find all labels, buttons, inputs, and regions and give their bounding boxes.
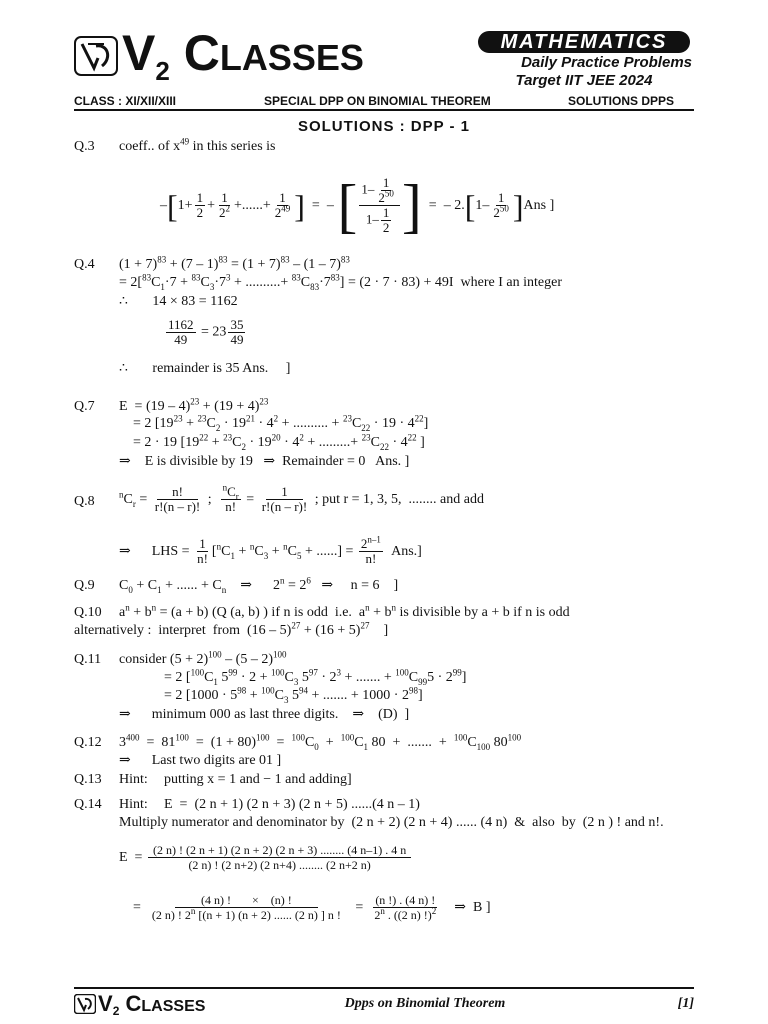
q4-line5: ∴ remainder is 35 Ans. ] [119, 361, 291, 376]
q14-line4: = $\frac{(4 n) ! \times (n) !}{(2 n) ! 2^n [(n + 1) (n + 2) ...... (2 n) ] n !}$ = $\frac{(n !) . (4 n) !}{2^n . ((2 n) !)^2}$ ⇒ B ] [133, 893, 491, 923]
q8-number: Q.8 [74, 494, 95, 509]
q4-line4: $\frac{1162}{49}$ = 23 $\frac{35}{49}$ [168, 317, 244, 347]
subject-badge: MATHEMATICS [478, 31, 690, 53]
q8-line1: $^nC_r$ = $\frac{n!}{r!(n - r)!}$ ; $\frac{^nC_r}{n!}$ = $\frac{1}{r!(n - r)!}$ ; put r = 1, 3, 5, ........ and add [119, 482, 484, 515]
q14-line1: E = (2 n + 1) (2 n + 3) (2 n + 5) ......(4 n – 1) [164, 797, 420, 812]
q14-hint-label: Hint: [119, 797, 148, 812]
q14-line3: E = $\frac{(2 n) ! (2 n + 1) (2 n + 2) (2 n + 3) ........ (4 n-1) . 4 n}{(2 n) ! (2 n+2) (2 n+4) ........ (2 n+2 n)}$ [119, 843, 410, 873]
q11-line1: consider $(5 + 2)^{100} - (5 - 2)^{100}$ [119, 649, 287, 667]
q4-line1: $(1 + 7)^{83} + (7 - 1)^{83} = (1 + 7)^{83} - (1 - 7)^{83}$ [119, 254, 350, 272]
brand-name: $V_2$ CLASSES [122, 25, 364, 86]
header-rule [74, 109, 694, 111]
q11-line4: ⇒ minimum 000 as last three digits. ⇒ (D) ] [119, 707, 410, 722]
q9-line1: $C_0 + C_1$ + ...... + $C_n$ ⇒ $2^n = 2^6$ ⇒ n = 6 ] [119, 575, 399, 595]
q13-number: Q.13 [74, 772, 102, 787]
v2-logo-icon [74, 36, 118, 76]
q12-number: Q.12 [74, 735, 102, 750]
q3-statement: coeff.. of $x^{49}$ in this series is [119, 136, 276, 154]
page-title: SOLUTIONS : DPP - 1 [297, 118, 471, 135]
q10-line1: $a^n + b^n = (a + b)$ (Q (a, b) ) if n is odd i.e. $a^n + b^n$ is divisible by a + b if n is odd [119, 602, 570, 620]
tagline-dpp: Daily Practice Problems [521, 54, 692, 71]
q11-number: Q.11 [74, 652, 102, 667]
page-number: [1] [677, 996, 694, 1011]
footer-title: Dpps on Binomial Theorem [344, 996, 506, 1011]
q10-number: Q.10 [74, 605, 102, 620]
q13-hint-label: Hint: [119, 772, 148, 787]
q7-line4: ⇒ E is divisible by 19 ⇒ Remainder = 0 Ans. ] [119, 454, 410, 469]
q4-line2: = $2[^{83}C_1\cdot 7 + ^{83}C_3\cdot 7^3$ + ..........+ $^{83}C_{83}\cdot 7^{83}] = (2 \cdot 7 \cdot 83) + 49I$ where I an integer [119, 272, 563, 292]
q4-line3: ∴ 14 × 83 = 1162 [119, 294, 238, 309]
q14-line2: Multiply numerator and denominator by (2 n + 2) (2 n + 4) ...... (4 n) & also by (2 n ) ! and n!. [119, 815, 664, 830]
type-label: SOLUTIONS DPPS [568, 94, 675, 108]
q7-line1: $E = (19 - 4)^{23} + (19 + 4)^{23}$ [119, 396, 269, 414]
tagline-target: Target IIT JEE 2024 [515, 72, 653, 89]
q14-number: Q.14 [74, 797, 102, 812]
topic-label: SPECIAL DPP ON BINOMIAL THEOREM [264, 94, 491, 108]
q10-line2: alternatively : interpret from $(16 - 5)^{27} + (16 + 5)^{27}$ ] [74, 620, 389, 638]
q12-line2: ⇒ Last two digits are 01 ] [119, 753, 282, 768]
q11-line3: = 2 [$1000 \cdot 5^{98} + ^{100}C_3$ $5^{94}$ + ....... + $1000 \cdot 2^{98}$] [164, 685, 423, 705]
q13-hint-text: putting x = 1 and − 1 and adding] [164, 772, 352, 787]
q11-line2: = 2 [$^{100}C_1$ $5^{99} \cdot 2 + ^{100}C_3$ $5^{97} \cdot 2^3$ + ....... + $^{100}C_{99}5 \cdot 2^{99}$] [164, 667, 467, 687]
q8-line2: ⇒ LHS = $\frac{1}{n!}$ [$^nC_1 + ^nC_3 + ^nC_5$ + ......] = $\frac{2^{n-1}}{n!}$ Ans.] [119, 534, 422, 567]
q7-line2: = 2 [$19^{23} + ^{23}C_2 \cdot 19^{21} \cdot 4^2$ + .......... + $^{23}C_{22} \cdot 19 \cdot 4^{22}$] [133, 413, 429, 433]
q3-number: Q.3 [74, 139, 95, 154]
q7-number: Q.7 [74, 399, 95, 414]
q3-solution: –[1+ $\frac{1}{2}$ + $\frac{1}{2^2}$ +......+ $\frac{1}{2^{49}}$ ] = – [ 1– $\frac{1}{2^{50}}$ 1– $\frac{1}{2}$ ] = – 2.[1– $\frac{1}{2^{50}}$ ]Ans ] [160, 172, 555, 239]
q7-line3: = 2 · 19 [$19^{22} + ^{23}C_2 \cdot 19^{20} \cdot 4^2$ + .........+ $^{23}C_{22} \cdot 4^{22}$ ] [133, 432, 425, 452]
footer-rule [74, 987, 694, 989]
q9-number: Q.9 [74, 578, 95, 593]
footer-brand: V2 CLASSES [98, 991, 206, 1018]
q4-number: Q.4 [74, 257, 95, 272]
q12-line1: $3^{400} = 81^{100} = (1 + 80)^{100} = ^{100}C_0 + ^{100}C_1$ 80 + ....... + $^{100}C_{100}$ $80^{100}$ [119, 732, 522, 752]
class-label: CLASS : XI/XII/XIII [74, 94, 177, 108]
